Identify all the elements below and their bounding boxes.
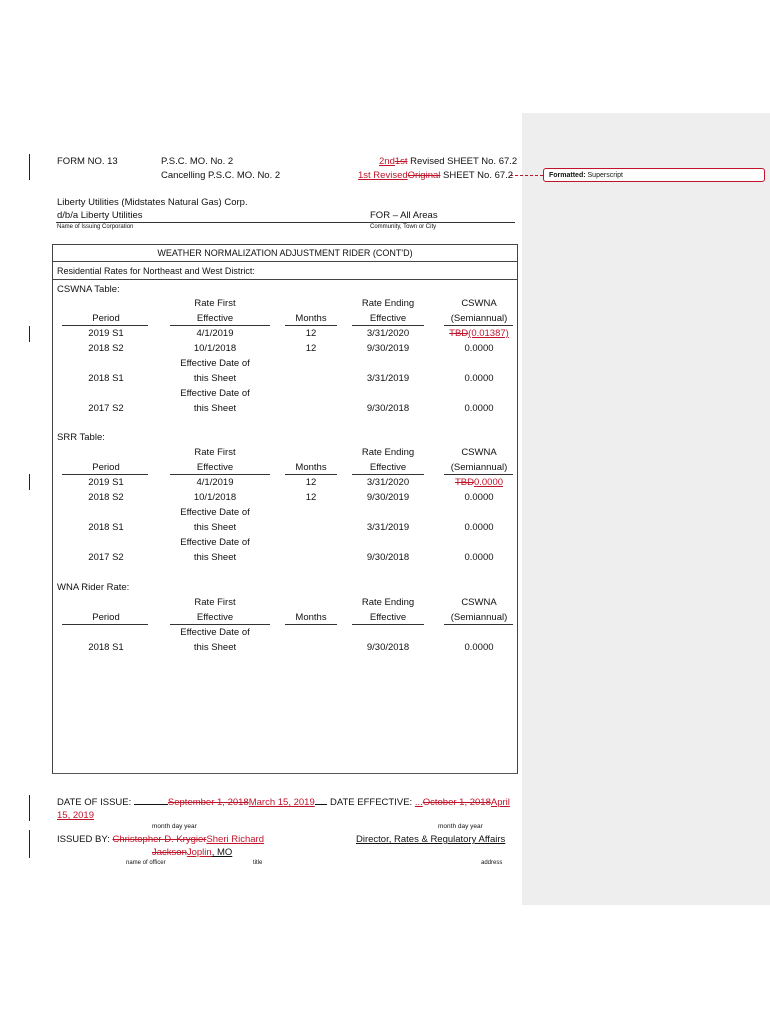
column-header-rule — [444, 474, 513, 475]
issued-by-line — [57, 834, 264, 845]
month-day-year-caption: month day year — [152, 823, 197, 830]
officer-title: Director, Rates & Regulatory Affairs — [356, 834, 506, 845]
community-caption: Community, Town or City — [370, 224, 437, 230]
deleted-text: 1st — [394, 156, 408, 167]
sheet-number-text: Revised SHEET No. 67.2 — [407, 156, 518, 167]
column-header-cswna: CSWNA — [461, 298, 497, 309]
comment-leader-line — [510, 175, 543, 177]
inserted-text: 2nd — [379, 156, 395, 167]
period-cell: 2019 S1 — [88, 477, 124, 488]
rate-first-effective-cell: this Sheet — [193, 373, 237, 384]
srr-table-label: SRR Table: — [57, 432, 105, 443]
date-effective-continued: 15, 2019 — [57, 810, 94, 821]
column-header-rate-ending: Rate Ending — [361, 597, 415, 608]
deleted-text: TBD — [454, 477, 474, 488]
rider-subtitle: Residential Rates for Northeast and West District: — [52, 262, 518, 280]
cswna-value-cell: 0.0000 — [464, 522, 494, 533]
column-header-rule — [62, 474, 148, 475]
rate-ending-cell: 3/31/2020 — [366, 328, 410, 339]
deleted-text: TBD — [449, 328, 469, 339]
column-header-period: Period — [92, 612, 120, 623]
community-area: FOR – All Areas — [370, 210, 438, 221]
period-cell: 2019 S1 — [88, 328, 124, 339]
cswna-value-cell: 0.0000 — [464, 492, 494, 503]
column-header-rule — [285, 325, 337, 326]
months-cell: 12 — [305, 477, 317, 488]
comment-label: Formatted: — [549, 172, 586, 179]
column-header-rate-first: Rate First — [194, 298, 236, 309]
column-header-effective: Effective — [369, 313, 407, 324]
inserted-text: ... — [414, 797, 423, 808]
psc-mo-number: P.S.C. MO. No. 2 — [161, 156, 234, 167]
inserted-text: Sheri Richard — [206, 834, 264, 845]
rider-table-frame — [52, 244, 518, 774]
rate-ending-cell: 9/30/2018 — [366, 403, 410, 414]
rider-title: WEATHER NORMALIZATION ADJUSTMENT RIDER (CONT'D) — [52, 244, 518, 262]
date-of-issue-line — [57, 797, 327, 808]
column-header-rule — [352, 325, 424, 326]
formatting-comment-balloon[interactable] — [543, 168, 765, 182]
rate-first-effective-note: Effective Date of — [180, 388, 250, 399]
blank-underline — [134, 804, 168, 805]
change-bar — [29, 154, 30, 180]
inserted-text: Joplin — [186, 847, 212, 858]
company-name: Liberty Utilities (Midstates Natural Gas) Corp. — [57, 197, 248, 208]
column-header-rule — [170, 325, 270, 326]
months-cell: 12 — [305, 328, 317, 339]
column-header-effective: Effective — [369, 462, 407, 473]
issuing-corp-caption: Name of Issuing Corporation — [57, 224, 134, 230]
column-header-semiannual: (Semiannual) — [450, 313, 508, 324]
cswna-value-cell — [449, 328, 509, 339]
rate-first-effective-cell: 10/1/2018 — [193, 492, 237, 503]
address-caption: address — [481, 860, 503, 866]
column-header-period: Period — [92, 462, 120, 473]
column-header-semiannual: (Semiannual) — [450, 462, 508, 473]
column-header-rule — [285, 474, 337, 475]
column-header-semiannual: (Semiannual) — [450, 612, 508, 623]
table-bottom-rule — [52, 773, 518, 774]
column-header-months: Months — [295, 313, 327, 324]
rate-first-effective-cell: this Sheet — [193, 403, 237, 414]
cswna-value-cell — [455, 477, 503, 488]
cancelling-psc-number: Cancelling P.S.C. MO. No. 2 — [161, 170, 281, 181]
change-bar — [29, 795, 30, 821]
column-header-rule — [170, 474, 270, 475]
name-of-officer-caption: name of officer — [126, 860, 166, 866]
date-effective-line — [330, 797, 510, 808]
deleted-text: September 1, 2018 — [167, 797, 249, 808]
column-header-rate-first: Rate First — [194, 597, 236, 608]
column-header-rule — [352, 624, 424, 625]
cswna-value-cell: 0.0000 — [464, 373, 494, 384]
column-header-cswna: CSWNA — [461, 597, 497, 608]
column-header-effective: Effective — [196, 313, 234, 324]
inserted-text: April — [490, 797, 510, 808]
cswna-value-cell: 0.0000 — [464, 642, 494, 653]
period-cell: 2018 S2 — [88, 492, 124, 503]
rate-first-effective-note: Effective Date of — [180, 627, 250, 638]
rate-ending-cell: 3/31/2019 — [366, 373, 410, 384]
issued-by-label: ISSUED BY: — [57, 834, 110, 845]
form-number: FORM NO. 13 — [57, 156, 118, 167]
issued-by-line-2 — [152, 847, 232, 858]
column-header-cswna: CSWNA — [461, 447, 497, 458]
column-header-months: Months — [295, 612, 327, 623]
officer-suffix: , MO — [211, 847, 233, 858]
inserted-text: (0.01387) — [468, 328, 509, 339]
rate-first-effective-cell: 4/1/2019 — [196, 477, 234, 488]
rate-first-effective-cell: this Sheet — [193, 642, 237, 653]
rate-ending-cell: 9/30/2018 — [366, 552, 410, 563]
inserted-text: 1st Revised — [358, 170, 408, 181]
months-cell: 12 — [305, 492, 317, 503]
period-cell: 2017 S2 — [88, 552, 124, 563]
rate-ending-cell: 3/31/2020 — [366, 477, 410, 488]
column-header-rule — [352, 474, 424, 475]
period-cell: 2018 S1 — [88, 522, 124, 533]
rate-first-effective-cell: 10/1/2018 — [193, 343, 237, 354]
deleted-text: Christopher D. Krygier — [112, 834, 207, 845]
blank-underline — [315, 804, 327, 805]
change-bar — [29, 326, 30, 342]
cswna-value-cell: 0.0000 — [464, 403, 494, 414]
column-header-rule — [62, 624, 148, 625]
date-effective-label: DATE EFFECTIVE: — [330, 797, 413, 808]
rate-ending-cell: 9/30/2019 — [366, 343, 410, 354]
column-header-rule — [285, 624, 337, 625]
column-header-rule — [62, 325, 148, 326]
title-caption: title — [253, 860, 263, 866]
rate-ending-cell: 9/30/2019 — [366, 492, 410, 503]
column-header-rule — [170, 624, 270, 625]
period-cell: 2018 S2 — [88, 343, 124, 354]
cswna-table-label: CSWNA Table: — [57, 284, 120, 295]
months-cell: 12 — [305, 343, 317, 354]
rate-first-effective-cell: this Sheet — [193, 552, 237, 563]
deleted-text: Jackson — [152, 847, 187, 858]
sheet-revision-line — [379, 156, 517, 167]
column-header-period: Period — [92, 313, 120, 324]
rate-ending-cell: 3/31/2019 — [366, 522, 410, 533]
column-header-rule — [444, 325, 513, 326]
markup-pane — [522, 113, 770, 905]
month-day-year-caption: month day year — [438, 823, 483, 830]
date-of-issue-label: DATE OF ISSUE: — [57, 797, 132, 808]
column-header-effective: Effective — [196, 612, 234, 623]
column-header-rate-first: Rate First — [194, 447, 236, 458]
deleted-text: October 1, 2018 — [422, 797, 491, 808]
rate-first-effective-cell: this Sheet — [193, 522, 237, 533]
rate-first-effective-note: Effective Date of — [180, 507, 250, 518]
inserted-text: 0.0000 — [473, 477, 504, 488]
company-dba: d/b/a Liberty Utilities — [57, 210, 143, 221]
period-cell: 2017 S2 — [88, 403, 124, 414]
period-cell: 2018 S1 — [88, 373, 124, 384]
period-cell: 2018 S1 — [88, 642, 124, 653]
column-header-rule — [444, 624, 513, 625]
column-header-rate-ending: Rate Ending — [361, 298, 415, 309]
header-rule — [56, 222, 515, 223]
cancel-sheet-number-text: SHEET No. 67.2 — [440, 170, 514, 181]
rate-ending-cell: 9/30/2018 — [366, 642, 410, 653]
column-header-rate-ending: Rate Ending — [361, 447, 415, 458]
wna-table-label: WNA Rider Rate: — [57, 582, 130, 593]
change-bar — [29, 830, 30, 858]
cancel-sheet-line — [358, 170, 513, 181]
deleted-text: Original — [407, 170, 441, 181]
rate-first-effective-note: Effective Date of — [180, 537, 250, 548]
comment-text: Superscript — [587, 172, 623, 179]
change-bar — [29, 474, 30, 490]
rate-first-effective-cell: 4/1/2019 — [196, 328, 234, 339]
cswna-value-cell: 0.0000 — [464, 343, 494, 354]
column-header-effective: Effective — [196, 462, 234, 473]
cswna-value-cell: 0.0000 — [464, 552, 494, 563]
inserted-text: March 15, 2019 — [248, 797, 315, 808]
rate-first-effective-note: Effective Date of — [180, 358, 250, 369]
column-header-months: Months — [295, 462, 327, 473]
column-header-effective: Effective — [369, 612, 407, 623]
